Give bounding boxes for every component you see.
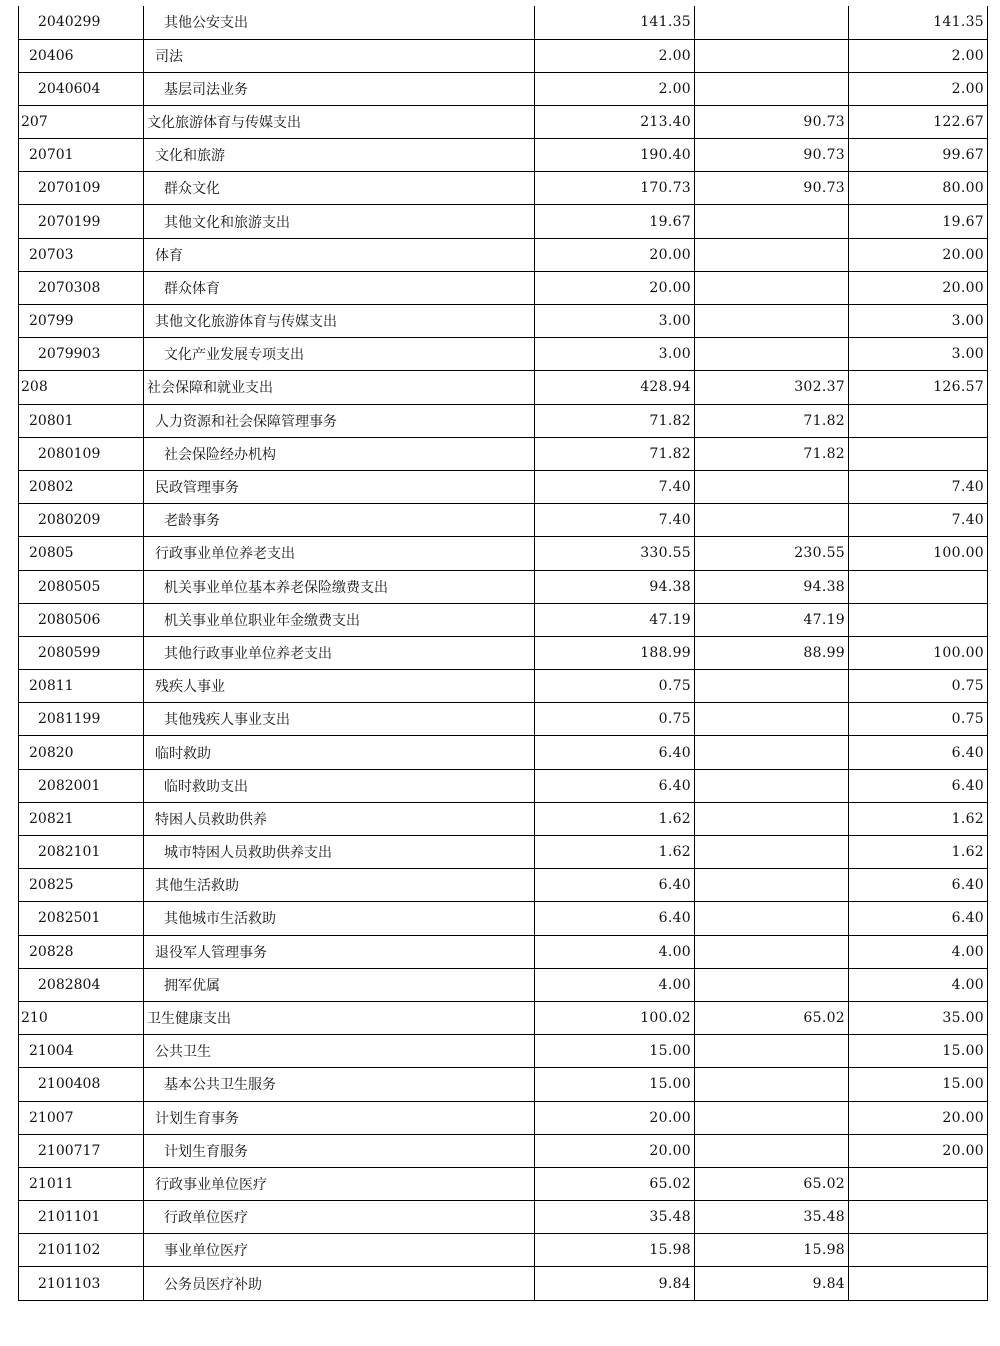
basic-expenditure-cell	[695, 504, 849, 537]
basic-expenditure-cell	[695, 802, 849, 835]
basic-expenditure-cell	[695, 1068, 849, 1101]
table-row	[19, 470, 988, 503]
basic-expenditure-cell	[695, 869, 849, 902]
total-amount-cell: 428.94	[535, 371, 695, 404]
project-expenditure-cell: 6.40	[849, 736, 988, 769]
subject-code-cell: 2082804	[19, 968, 144, 1001]
total-amount-cell: 15.98	[535, 1234, 695, 1267]
subject-code-cell: 2080109	[19, 437, 144, 470]
basic-expenditure-cell	[695, 670, 849, 703]
table-row	[19, 1001, 988, 1034]
table-row	[19, 105, 988, 138]
table-row	[19, 935, 988, 968]
total-amount-cell: 188.99	[535, 636, 695, 669]
subject-name-cell: 其他残疾人事业支出	[144, 703, 535, 736]
subject-name-cell: 群众体育	[144, 271, 535, 304]
basic-expenditure-cell: 71.82	[695, 404, 849, 437]
table-row	[19, 836, 988, 869]
basic-expenditure-cell	[695, 1101, 849, 1134]
expenditure-table	[18, 6, 988, 1301]
subject-code-cell: 2100717	[19, 1134, 144, 1167]
subject-code-cell: 2040604	[19, 72, 144, 105]
subject-code-cell: 2080505	[19, 570, 144, 603]
subject-code-cell: 20828	[19, 935, 144, 968]
project-expenditure-cell	[849, 1167, 988, 1200]
total-amount-cell: 4.00	[535, 935, 695, 968]
project-expenditure-cell	[849, 437, 988, 470]
subject-name-cell: 文化旅游体育与传媒支出	[144, 105, 535, 138]
project-expenditure-cell: 20.00	[849, 271, 988, 304]
project-expenditure-cell	[849, 1201, 988, 1234]
total-amount-cell: 2.00	[535, 72, 695, 105]
subject-code-cell: 2082001	[19, 769, 144, 802]
project-expenditure-cell: 20.00	[849, 1134, 988, 1167]
subject-name-cell: 临时救助支出	[144, 769, 535, 802]
total-amount-cell: 6.40	[535, 769, 695, 802]
total-amount-cell: 1.62	[535, 802, 695, 835]
basic-expenditure-cell	[695, 205, 849, 238]
project-expenditure-cell: 80.00	[849, 172, 988, 205]
subject-code-cell: 207	[19, 105, 144, 138]
basic-expenditure-cell	[695, 836, 849, 869]
subject-code-cell: 20825	[19, 869, 144, 902]
table-row	[19, 72, 988, 105]
project-expenditure-cell: 141.35	[849, 6, 988, 39]
subject-code-cell: 2081199	[19, 703, 144, 736]
subject-code-cell: 20820	[19, 736, 144, 769]
subject-name-cell: 残疾人事业	[144, 670, 535, 703]
total-amount-cell: 3.00	[535, 338, 695, 371]
total-amount-cell: 19.67	[535, 205, 695, 238]
basic-expenditure-cell	[695, 271, 849, 304]
subject-code-cell: 2070308	[19, 271, 144, 304]
total-amount-cell: 94.38	[535, 570, 695, 603]
total-amount-cell: 0.75	[535, 670, 695, 703]
project-expenditure-cell: 6.40	[849, 869, 988, 902]
subject-name-cell: 计划生育服务	[144, 1134, 535, 1167]
total-amount-cell: 190.40	[535, 139, 695, 172]
basic-expenditure-cell: 302.37	[695, 371, 849, 404]
basic-expenditure-cell	[695, 305, 849, 338]
table-row	[19, 271, 988, 304]
subject-code-cell: 2100408	[19, 1068, 144, 1101]
table-row	[19, 404, 988, 437]
project-expenditure-cell: 3.00	[849, 305, 988, 338]
table-row	[19, 139, 988, 172]
table-row	[19, 205, 988, 238]
basic-expenditure-cell	[695, 238, 849, 271]
subject-code-cell: 20821	[19, 802, 144, 835]
subject-code-cell: 2070109	[19, 172, 144, 205]
subject-name-cell: 其他生活救助	[144, 869, 535, 902]
basic-expenditure-cell: 71.82	[695, 437, 849, 470]
basic-expenditure-cell: 90.73	[695, 139, 849, 172]
table-row	[19, 6, 988, 39]
total-amount-cell: 330.55	[535, 537, 695, 570]
subject-name-cell: 机关事业单位基本养老保险缴费支出	[144, 570, 535, 603]
total-amount-cell: 9.84	[535, 1267, 695, 1300]
table-row	[19, 504, 988, 537]
table-row	[19, 802, 988, 835]
table-row	[19, 1068, 988, 1101]
budget-table-sheet	[18, 6, 987, 1301]
project-expenditure-cell: 6.40	[849, 769, 988, 802]
basic-expenditure-cell	[695, 968, 849, 1001]
basic-expenditure-cell: 90.73	[695, 172, 849, 205]
total-amount-cell: 65.02	[535, 1167, 695, 1200]
total-amount-cell: 15.00	[535, 1068, 695, 1101]
subject-name-cell: 其他公安支出	[144, 6, 535, 39]
total-amount-cell: 100.02	[535, 1001, 695, 1034]
project-expenditure-cell: 15.00	[849, 1035, 988, 1068]
total-amount-cell: 213.40	[535, 105, 695, 138]
project-expenditure-cell: 122.67	[849, 105, 988, 138]
total-amount-cell: 20.00	[535, 1134, 695, 1167]
total-amount-cell: 35.48	[535, 1201, 695, 1234]
subject-name-cell: 公共卫生	[144, 1035, 535, 1068]
subject-code-cell: 2101102	[19, 1234, 144, 1267]
subject-code-cell: 20799	[19, 305, 144, 338]
table-row	[19, 869, 988, 902]
subject-code-cell: 208	[19, 371, 144, 404]
basic-expenditure-cell: 9.84	[695, 1267, 849, 1300]
subject-name-cell: 基层司法业务	[144, 72, 535, 105]
subject-code-cell: 2082501	[19, 902, 144, 935]
table-row	[19, 338, 988, 371]
project-expenditure-cell: 0.75	[849, 703, 988, 736]
subject-code-cell: 20802	[19, 470, 144, 503]
subject-code-cell: 20805	[19, 537, 144, 570]
subject-code-cell: 21004	[19, 1035, 144, 1068]
total-amount-cell: 6.40	[535, 736, 695, 769]
project-expenditure-cell: 19.67	[849, 205, 988, 238]
table-row	[19, 1035, 988, 1068]
project-expenditure-cell	[849, 1234, 988, 1267]
table-row	[19, 1234, 988, 1267]
subject-name-cell: 行政事业单位养老支出	[144, 537, 535, 570]
total-amount-cell: 4.00	[535, 968, 695, 1001]
subject-name-cell: 事业单位医疗	[144, 1234, 535, 1267]
subject-code-cell: 2080506	[19, 603, 144, 636]
table-row	[19, 537, 988, 570]
total-amount-cell: 15.00	[535, 1035, 695, 1068]
basic-expenditure-cell	[695, 736, 849, 769]
subject-code-cell: 20811	[19, 670, 144, 703]
subject-code-cell: 2082101	[19, 836, 144, 869]
basic-expenditure-cell	[695, 72, 849, 105]
total-amount-cell: 0.75	[535, 703, 695, 736]
table-row	[19, 371, 988, 404]
project-expenditure-cell: 7.40	[849, 470, 988, 503]
total-amount-cell: 71.82	[535, 437, 695, 470]
basic-expenditure-cell	[695, 1134, 849, 1167]
table-row	[19, 238, 988, 271]
subject-name-cell: 卫生健康支出	[144, 1001, 535, 1034]
table-row	[19, 305, 988, 338]
subject-code-cell: 20406	[19, 39, 144, 72]
subject-name-cell: 机关事业单位职业年金缴费支出	[144, 603, 535, 636]
table-row	[19, 1201, 988, 1234]
subject-name-cell: 社会保障和就业支出	[144, 371, 535, 404]
project-expenditure-cell: 99.67	[849, 139, 988, 172]
basic-expenditure-cell: 35.48	[695, 1201, 849, 1234]
subject-code-cell: 21011	[19, 1167, 144, 1200]
project-expenditure-cell: 15.00	[849, 1068, 988, 1101]
total-amount-cell: 141.35	[535, 6, 695, 39]
subject-code-cell: 2070199	[19, 205, 144, 238]
subject-code-cell: 20703	[19, 238, 144, 271]
subject-name-cell: 行政事业单位医疗	[144, 1167, 535, 1200]
total-amount-cell: 47.19	[535, 603, 695, 636]
subject-name-cell: 文化和旅游	[144, 139, 535, 172]
subject-code-cell: 20801	[19, 404, 144, 437]
project-expenditure-cell: 4.00	[849, 935, 988, 968]
basic-expenditure-cell	[695, 338, 849, 371]
total-amount-cell: 1.62	[535, 836, 695, 869]
basic-expenditure-cell: 88.99	[695, 636, 849, 669]
basic-expenditure-cell	[695, 1035, 849, 1068]
table-row	[19, 1267, 988, 1300]
total-amount-cell: 20.00	[535, 271, 695, 304]
subject-name-cell: 城市特困人员救助供养支出	[144, 836, 535, 869]
subject-name-cell: 文化产业发展专项支出	[144, 338, 535, 371]
basic-expenditure-cell	[695, 935, 849, 968]
subject-code-cell: 2080599	[19, 636, 144, 669]
table-row	[19, 1134, 988, 1167]
subject-name-cell: 老龄事务	[144, 504, 535, 537]
table-row	[19, 636, 988, 669]
project-expenditure-cell	[849, 603, 988, 636]
project-expenditure-cell: 3.00	[849, 338, 988, 371]
table-row	[19, 1167, 988, 1200]
subject-name-cell: 退役军人管理事务	[144, 935, 535, 968]
subject-name-cell: 其他城市生活救助	[144, 902, 535, 935]
table-row	[19, 437, 988, 470]
total-amount-cell: 6.40	[535, 902, 695, 935]
basic-expenditure-cell: 47.19	[695, 603, 849, 636]
basic-expenditure-cell: 90.73	[695, 105, 849, 138]
project-expenditure-cell	[849, 404, 988, 437]
table-row	[19, 603, 988, 636]
basic-expenditure-cell	[695, 470, 849, 503]
total-amount-cell: 7.40	[535, 504, 695, 537]
table-row	[19, 703, 988, 736]
basic-expenditure-cell	[695, 39, 849, 72]
table-row	[19, 902, 988, 935]
subject-name-cell: 其他文化和旅游支出	[144, 205, 535, 238]
project-expenditure-cell: 1.62	[849, 836, 988, 869]
basic-expenditure-cell	[695, 769, 849, 802]
total-amount-cell: 7.40	[535, 470, 695, 503]
subject-name-cell: 司法	[144, 39, 535, 72]
project-expenditure-cell: 126.57	[849, 371, 988, 404]
subject-name-cell: 计划生育事务	[144, 1101, 535, 1134]
subject-name-cell: 基本公共卫生服务	[144, 1068, 535, 1101]
basic-expenditure-cell	[695, 6, 849, 39]
basic-expenditure-cell	[695, 703, 849, 736]
project-expenditure-cell: 0.75	[849, 670, 988, 703]
subject-code-cell: 21007	[19, 1101, 144, 1134]
subject-name-cell: 社会保险经办机构	[144, 437, 535, 470]
subject-name-cell: 公务员医疗补助	[144, 1267, 535, 1300]
subject-code-cell: 210	[19, 1001, 144, 1034]
project-expenditure-cell: 20.00	[849, 238, 988, 271]
total-amount-cell: 170.73	[535, 172, 695, 205]
table-row	[19, 736, 988, 769]
table-row	[19, 968, 988, 1001]
table-row	[19, 39, 988, 72]
subject-code-cell: 2101101	[19, 1201, 144, 1234]
table-row	[19, 570, 988, 603]
project-expenditure-cell: 100.00	[849, 636, 988, 669]
project-expenditure-cell: 2.00	[849, 39, 988, 72]
subject-name-cell: 群众文化	[144, 172, 535, 205]
expenditure-table-body	[19, 6, 988, 1300]
subject-code-cell: 2080209	[19, 504, 144, 537]
subject-name-cell: 体育	[144, 238, 535, 271]
project-expenditure-cell: 1.62	[849, 802, 988, 835]
basic-expenditure-cell	[695, 902, 849, 935]
total-amount-cell: 20.00	[535, 238, 695, 271]
project-expenditure-cell: 2.00	[849, 72, 988, 105]
table-row	[19, 769, 988, 802]
project-expenditure-cell: 4.00	[849, 968, 988, 1001]
project-expenditure-cell: 7.40	[849, 504, 988, 537]
total-amount-cell: 6.40	[535, 869, 695, 902]
project-expenditure-cell	[849, 570, 988, 603]
subject-code-cell: 2079903	[19, 338, 144, 371]
subject-name-cell: 特困人员救助供养	[144, 802, 535, 835]
basic-expenditure-cell: 65.02	[695, 1001, 849, 1034]
project-expenditure-cell: 20.00	[849, 1101, 988, 1134]
table-row	[19, 670, 988, 703]
project-expenditure-cell: 35.00	[849, 1001, 988, 1034]
subject-name-cell: 拥军优属	[144, 968, 535, 1001]
subject-name-cell: 人力资源和社会保障管理事务	[144, 404, 535, 437]
basic-expenditure-cell: 230.55	[695, 537, 849, 570]
basic-expenditure-cell: 15.98	[695, 1234, 849, 1267]
total-amount-cell: 2.00	[535, 39, 695, 72]
subject-name-cell: 民政管理事务	[144, 470, 535, 503]
table-row	[19, 1101, 988, 1134]
subject-name-cell: 行政单位医疗	[144, 1201, 535, 1234]
subject-name-cell: 临时救助	[144, 736, 535, 769]
subject-code-cell: 2040299	[19, 6, 144, 39]
subject-name-cell: 其他文化旅游体育与传媒支出	[144, 305, 535, 338]
total-amount-cell: 20.00	[535, 1101, 695, 1134]
table-row	[19, 172, 988, 205]
total-amount-cell: 71.82	[535, 404, 695, 437]
subject-name-cell: 其他行政事业单位养老支出	[144, 636, 535, 669]
project-expenditure-cell	[849, 1267, 988, 1300]
project-expenditure-cell: 6.40	[849, 902, 988, 935]
basic-expenditure-cell: 94.38	[695, 570, 849, 603]
total-amount-cell: 3.00	[535, 305, 695, 338]
subject-code-cell: 20701	[19, 139, 144, 172]
subject-code-cell: 2101103	[19, 1267, 144, 1300]
basic-expenditure-cell: 65.02	[695, 1167, 849, 1200]
project-expenditure-cell: 100.00	[849, 537, 988, 570]
